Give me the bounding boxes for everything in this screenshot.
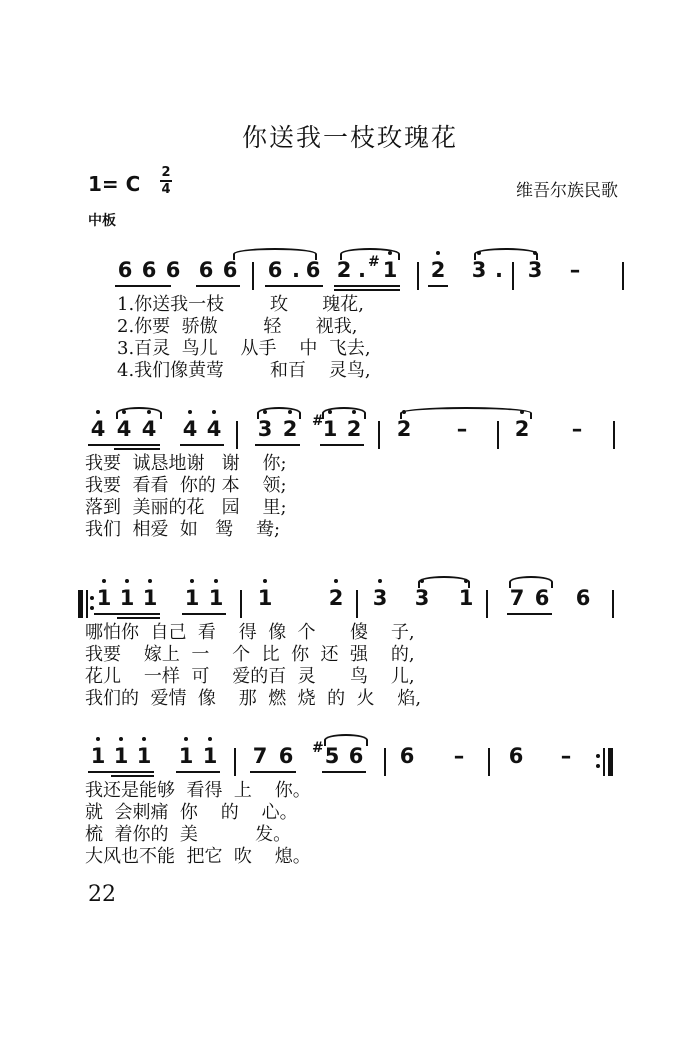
lyric-line: 我们的 爱情 像 那 燃 烧 的 火 焰, <box>85 688 422 709</box>
key-signature: 1= C <box>88 172 141 196</box>
lyric-line: 就 会刺痛 你 的 心。 <box>85 802 298 823</box>
lyric-line: 3.百灵 鸟儿 从手 中 飞去, <box>117 338 371 359</box>
notation-row-3: 1 1 1 1 1 1 2 3 3 1 7 6 6 <box>0 586 700 620</box>
song-title: 你送我一枝玫瑰花 <box>241 123 458 152</box>
lyrics-block-2 <box>85 453 287 541</box>
lyric-line: 梳 着你的 美 发。 <box>85 824 292 845</box>
notation-row-4: 1 1 1 1 1 7 6 # 5 6 6 – 6 – <box>0 744 700 778</box>
lyrics-block-4 <box>85 780 311 868</box>
tempo-marking: 中板 <box>88 213 116 229</box>
lyric-line: 落到 美丽的花 园 里; <box>85 497 287 518</box>
lyrics-block-1 <box>117 294 371 382</box>
lyric-line: 2.你要 骄傲 轻 视我, <box>117 316 358 337</box>
time-signature <box>160 166 172 196</box>
notation-row-2: 4 4 4 4 4 3 2 # 1 2 2 – 2 – <box>0 417 700 451</box>
lyric-line: 我要 看看 你的 本 领; <box>85 475 287 496</box>
page-number: 22 <box>88 882 116 907</box>
lyric-line: 我要 嫁上 一 个 比 你 还 强 的, <box>85 644 415 665</box>
meter-top: 2 <box>161 165 171 180</box>
lyric-line: 4.我们像黄莺 和百 灵鸟, <box>117 360 371 381</box>
lyric-line: 我还是能够 看得 上 你。 <box>85 780 311 801</box>
meter-bottom: 4 <box>161 182 171 197</box>
notation-row-1: 6 6 6 6 6 6 . 6 2 . 1 # 2 3 . 3 – <box>0 258 700 292</box>
lyric-line: 我们 相爱 如 鸳 鸯; <box>85 519 281 540</box>
lyric-line: 我要 诚恳地谢 谢 你; <box>85 453 287 474</box>
song-source: 维吾尔族民歌 <box>516 181 618 201</box>
lyric-line: 1.你送我一枝 玫 瑰花, <box>117 294 364 315</box>
lyric-line: 花儿 一样 可 爱的百 灵 鸟 儿, <box>85 666 415 687</box>
lyric-line: 哪怕你 自己 看 得 像 个 傻 子, <box>85 622 415 643</box>
lyrics-block-3 <box>85 622 421 710</box>
lyric-line: 大风也不能 把它 吹 熄。 <box>85 846 311 867</box>
